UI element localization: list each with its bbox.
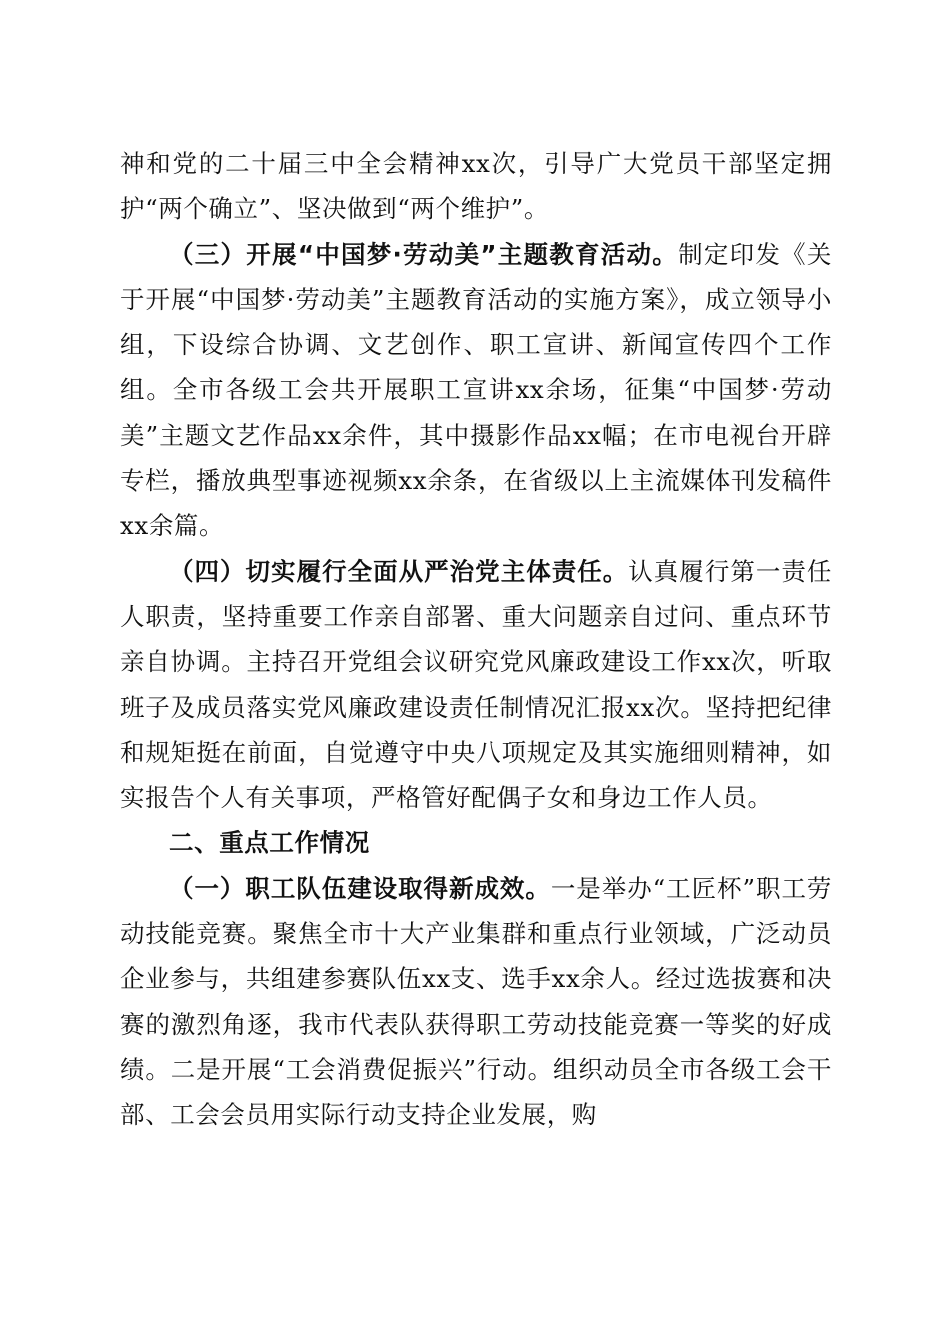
paragraph-continuation [120,141,832,232]
document-body [120,141,832,1138]
paragraph-party-responsibility [120,549,832,821]
paragraph-lead: （三）开展“中国梦·劳动美”主题教育活动。 [169,239,679,269]
paragraph-text: 神和党的二十届三中全会精神xx次，引导广大党员干部坚定拥护“两个确立”、坚决做到“两个维护”。 [120,149,832,224]
paragraph-lead: （四）切实履行全面从严治党主体责任。 [169,556,629,586]
section-heading: 二、重点工作情况 [169,828,370,858]
paragraph-theme-education [120,232,832,549]
paragraph-text: 制定印发《关于开展“中国梦·劳动美”主题教育活动的实施方案》，成立领导小组，下设综合协调、文艺创作、职工宣讲、新闻宣传四个工作组。全市各级工会共开展职工宣讲xx余场，征集“中国梦·劳动美”主题文艺作品xx余件，其中摄影作品xx幅；在市电视台开辟专栏，播放典型事迹视频xx余条，在省级以上主流媒体刊发稿件xx余篇。 [120,239,833,541]
paragraph-text: 一是举办“工匠杯”职工劳动技能竞赛。聚焦全市十大产业集群和重点行业领域，广泛动员企业参与，共组建参赛队伍xx支、选手xx余人。经过选拔赛和决赛的激烈角逐，我市代表队获得职工劳动技能竞赛一等奖的好成绩。二是开展“工会消费促振兴”行动。组织动员全市各级工会干部、工会会员用实际行动支持企业发展，购 [120,873,833,1130]
paragraph-workforce [120,866,832,1138]
paragraph-text: 认真履行第一责任人职责，坚持重要工作亲自部署、重大问题亲自过问、重点环节亲自协调。主持召开党组会议研究党风廉政建设工作xx次，听取班子及成员落实党风廉政建设责任制情况汇报xx次。坚持把纪律和规矩挺在前面，自觉遵守中央八项规定及其实施细则精神，如实报告个人有关事项，严格管好配偶子女和身边工作人员。 [120,556,832,813]
paragraph-lead: （一）职工队伍建设取得新成效。 [169,873,551,903]
